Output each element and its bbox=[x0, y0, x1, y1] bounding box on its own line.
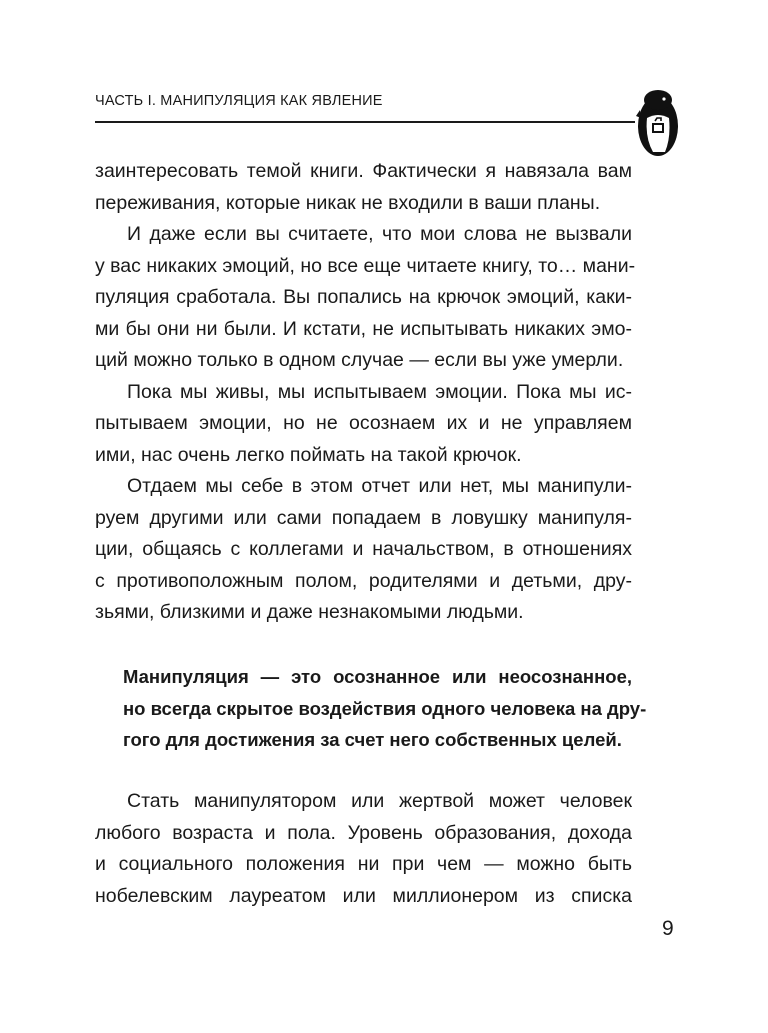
text-line: и социального положения ни при чем — можно быть bbox=[95, 853, 632, 875]
text-line: зьями, близкими и даже незнакомыми людьми. bbox=[95, 601, 524, 623]
lower-paragraph bbox=[95, 786, 632, 912]
text-line: пытываем эмоции, но не осознаем их и не управляем bbox=[95, 412, 632, 434]
text-line: И даже если вы считаете, что мои слова не вызвали bbox=[127, 223, 632, 245]
body-paragraphs bbox=[95, 156, 636, 629]
text-line: Отдаем мы себе в этом отчет или нет, мы манипули- bbox=[127, 475, 632, 497]
text-line: нобелевским лауреатом или миллионером из списка bbox=[95, 884, 632, 907]
page-number: 9 bbox=[662, 917, 674, 940]
text-line: ций можно только в одном случае — если вы уже умерли. bbox=[95, 349, 624, 371]
text-line: у вас никаких эмоций, но все еще читаете книгу, то… мани- bbox=[95, 254, 636, 277]
quote-line: но всегда скрытое воздействия одного человека на дру- bbox=[123, 697, 647, 719]
text-line: заинтересовать темой книги. Фактически я навязала вам bbox=[95, 160, 632, 182]
quote-line: Манипуляция — это осознанное или неосознанное, bbox=[123, 666, 632, 687]
text-line: Пока мы живы, мы испытываем эмоции. Пока мы ис- bbox=[127, 380, 632, 403]
text-line: ции, общаясь с коллегами и начальством, в отношениях bbox=[95, 538, 632, 560]
definition-callout bbox=[123, 661, 647, 756]
running-header: ЧАСТЬ I. МАНИПУЛЯЦИЯ КАК ЯВЛЕНИЕ bbox=[95, 93, 383, 109]
penguin-icon bbox=[633, 88, 683, 160]
text-line: пуляция сработала. Вы попались на крючок эмоций, каки- bbox=[95, 286, 632, 308]
quote-line: гого для достижения за счет него собственных целей. bbox=[123, 729, 622, 750]
text-line: переживания, которые никак не входили в ваши планы. bbox=[95, 191, 601, 214]
text-line: Стать манипулятором или жертвой может человек bbox=[127, 790, 632, 812]
text-line: любого возраста и пола. Уровень образования, дохода bbox=[95, 821, 632, 844]
header-rule bbox=[95, 121, 635, 123]
text-line: ими, нас очень легко поймать на такой крючок. bbox=[95, 443, 522, 466]
text-line: ми бы они ни были. И кстати, не испытывать никаких эмо- bbox=[95, 317, 632, 340]
text-line: с противоположным полом, родителями и детьми, дру- bbox=[95, 569, 632, 592]
text-line: руем другими или сами попадаем в ловушку манипуля- bbox=[95, 506, 632, 529]
